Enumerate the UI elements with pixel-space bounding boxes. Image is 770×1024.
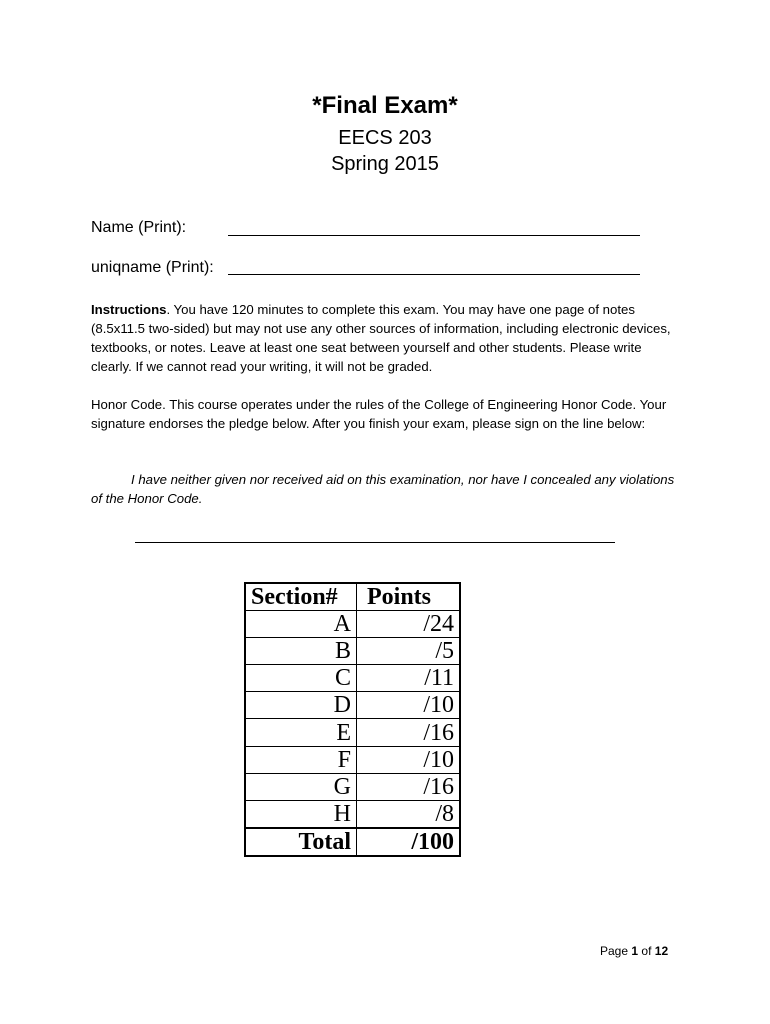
section-cell: G — [245, 773, 357, 800]
course-code: EECS 203 — [338, 127, 432, 149]
signature-line[interactable] — [135, 542, 615, 543]
table-row — [245, 773, 460, 800]
page-total: 12 — [654, 944, 669, 958]
name-input-line[interactable] — [228, 235, 640, 236]
total-points-cell: /100 — [357, 828, 461, 856]
exam-title: *Final Exam* — [312, 92, 458, 119]
section-cell: B — [245, 638, 357, 665]
instructions-paragraph — [91, 300, 681, 376]
of-word: of — [641, 944, 652, 958]
honor-pledge-text: I have neither given nor received aid on this examination, nor have I concealed any violations of the Honor Code. — [91, 472, 675, 506]
page-footer — [600, 944, 668, 958]
exam-term: Spring 2015 — [331, 153, 439, 175]
page-number: 1 — [631, 944, 639, 958]
column-header-points: Points — [357, 583, 461, 611]
table-header-row — [245, 583, 460, 611]
points-cell: /11 — [357, 665, 461, 692]
section-cell: H — [245, 800, 357, 828]
total-label-cell: Total — [245, 828, 357, 856]
points-cell: /10 — [357, 746, 461, 773]
honor-pledge — [91, 470, 681, 508]
points-cell: /5 — [357, 638, 461, 665]
uniqname-input-line[interactable] — [228, 274, 640, 275]
uniqname-label: uniqname (Print): — [91, 259, 214, 276]
points-cell: /24 — [357, 611, 461, 638]
table-row — [245, 611, 460, 638]
instructions-lead: Instructions — [91, 302, 167, 317]
section-cell: A — [245, 611, 357, 638]
page-word: Page — [600, 944, 629, 958]
table-row — [245, 800, 460, 828]
section-cell: C — [245, 665, 357, 692]
name-label: Name (Print): — [91, 219, 187, 236]
points-cell: /16 — [357, 773, 461, 800]
table-row — [245, 746, 460, 773]
points-cell: /8 — [357, 800, 461, 828]
points-cell: /16 — [357, 719, 461, 746]
section-cell: D — [245, 692, 357, 719]
honor-code-paragraph: Honor Code. This course operates under the rules of the College of Engineering Honor Code. Your signature endorses the pledge below. After you finish your exam, please sign on the line below: — [91, 397, 667, 431]
section-cell: E — [245, 719, 357, 746]
column-header-section: Section# — [245, 583, 357, 611]
total-row — [245, 828, 460, 856]
table-row — [245, 719, 460, 746]
score-table — [244, 582, 461, 857]
table-row — [245, 665, 460, 692]
section-cell: F — [245, 746, 357, 773]
instructions-text: . You have 120 minutes to complete this exam. You may have one page of notes (8.5x11.5 two-sided) but may not use any other sources of information, including electronic devices, textbooks, or notes. Leave at least one seat between yourself and other students. Please write clearly. If we cannot read your writing, it will not be graded. — [91, 302, 671, 374]
points-cell: /10 — [357, 692, 461, 719]
table-row — [245, 638, 460, 665]
table-row — [245, 692, 460, 719]
